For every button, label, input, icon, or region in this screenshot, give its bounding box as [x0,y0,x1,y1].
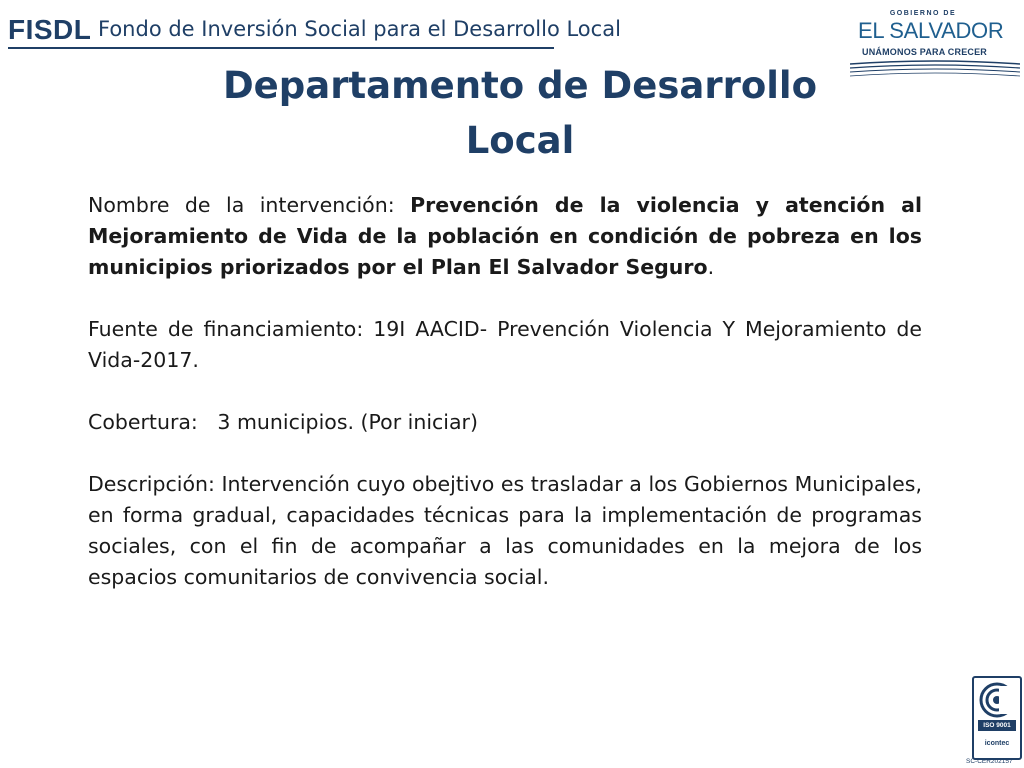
iso-label: ISO 9001 [983,722,1011,729]
description-paragraph: Descripción: Intervención cuyo obejtivo es trasladar a los Gobiernos Municipales, en forma gradual, capacidades técnicas para la implementación de programas sociales, con el fin de acompañar a las comunidades en la mejora de los espacios comunitarios de convivencia social. [88,472,922,589]
gov-name: EL SALVADOR [858,18,1004,43]
icontec-swirl-icon [974,678,1020,720]
fisdl-full-name: Fondo de Inversión Social para el Desarrollo Local [98,17,621,41]
funding-paragraph: Fuente de financiamiento: 19I AACID- Prevención Violencia Y Mejoramiento de Vida-2017. [88,317,922,372]
intervention-end: . [707,255,715,279]
gov-tagline: UNÁMONOS PARA CRECER [862,47,988,57]
page-title: Departamento de Desarrollo Local [222,64,818,162]
intervention-paragraph [88,190,922,283]
intervention-value: Prevención de la violencia y atención al Mejoramiento de Vida de la población en condición de pobreza en los municipios priorizados por el Plan El Salvador Seguro [88,193,922,279]
el-salvador-logo [850,10,1020,80]
cert-code: SC-CER202157 [966,758,1013,765]
gov-swoosh-icon [850,58,1020,80]
header-divider [8,47,554,49]
gov-small-text: GOBIERNO DE [889,10,957,17]
icontec-label: icontec [984,740,1010,747]
iso-badge [972,676,1022,760]
fisdl-logo: FISDL [8,14,92,45]
coverage-paragraph: Cobertura: 3 municipios. (Por iniciar) [88,410,478,434]
intervention-label: Nombre de la intervención: [88,193,411,217]
content-body [88,190,922,624]
